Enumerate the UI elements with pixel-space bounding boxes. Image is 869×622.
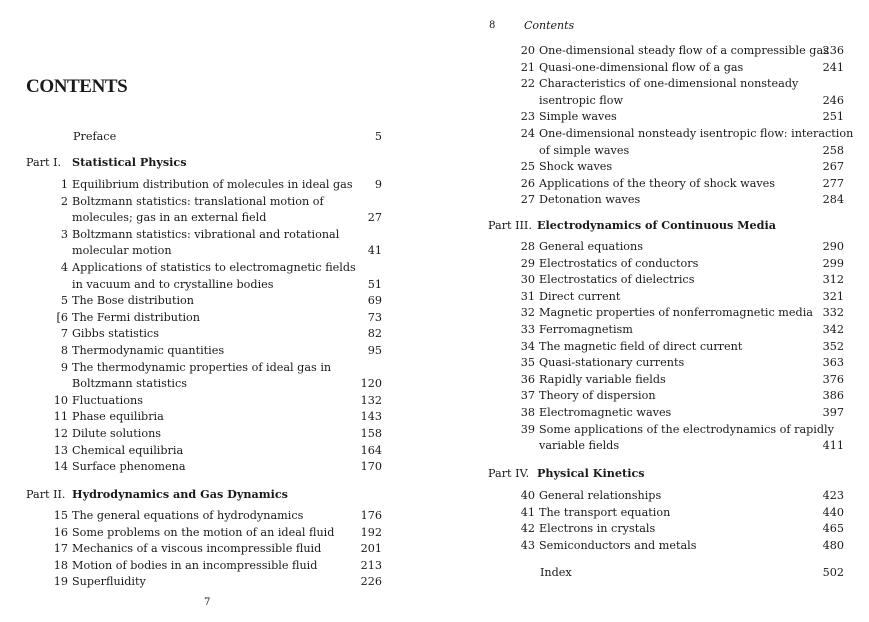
chapter-page: 9 — [374, 178, 382, 191]
chapter-number: 31 — [520, 289, 535, 303]
chapter-title: variable fields — [539, 439, 620, 453]
chapter-number: 4 — [60, 261, 68, 274]
chapter-page: 176 — [360, 509, 382, 522]
chapter-title: Electromagnetic waves — [539, 406, 672, 419]
part-title: Statistical Physics — [72, 155, 187, 169]
chapter-title: Theory of dispersion — [539, 389, 656, 403]
chapter-number: 26 — [520, 176, 535, 190]
chapter-page: 192 — [360, 525, 382, 539]
chapter-title: The transport equation — [539, 505, 671, 519]
chapter-title: Ferromagnetism — [539, 323, 633, 336]
chapter-number: 40 — [520, 489, 535, 502]
page-folio: 7 — [204, 597, 211, 608]
chapter-title: General relationships — [539, 489, 662, 502]
chapter-number: 16 — [53, 525, 68, 539]
chapter-title: The Fermi distribution — [72, 310, 200, 324]
chapter-page: 440 — [822, 505, 844, 519]
chapter-title: Rapidly variable fields — [539, 372, 666, 386]
chapter-title: Motion of bodies in an incompressible fluid — [72, 558, 318, 572]
part-label: Part II. — [26, 488, 66, 501]
chapter-number: 7 — [60, 327, 68, 341]
part-label: Part IV. — [488, 467, 530, 480]
chapter-page: 284 — [822, 193, 844, 207]
chapter-page: 95 — [367, 344, 382, 357]
chapter-number: 14 — [53, 460, 68, 474]
left-page — [0, 0, 434, 622]
chapter-title: Semiconductors and metals — [539, 538, 697, 552]
chapter-number: 17 — [53, 542, 68, 556]
chapter-title: Dilute solutions — [72, 427, 162, 440]
chapter-page: 267 — [822, 160, 844, 174]
chapter-page: 213 — [360, 558, 382, 572]
chapter-number: 39 — [520, 422, 535, 436]
chapter-number: 13 — [53, 443, 68, 457]
chapter-page: 69 — [367, 294, 382, 308]
chapter-page: 277 — [822, 176, 844, 190]
chapter-page: 120 — [360, 377, 382, 391]
chapter-page: 241 — [822, 60, 844, 74]
chapter-number: 35 — [520, 356, 535, 370]
page-folio: 8 — [489, 20, 496, 31]
chapter-page: 27 — [367, 211, 382, 225]
chapter-title: Electrostatics of conductors — [539, 256, 699, 270]
chapter-page: 143 — [360, 410, 382, 424]
chapter-page: 41 — [367, 244, 382, 258]
chapter-title: in vacuum and to crystalline bodies — [72, 277, 274, 291]
chapter-page: 411 — [822, 439, 844, 453]
chapter-title: Magnetic properties of nonferromagnetic media — [539, 306, 813, 320]
chapter-number: 23 — [520, 110, 535, 124]
chapter-page: 342 — [822, 323, 844, 336]
chapter-number: 38 — [520, 406, 535, 419]
chapter-title: Some problems on the motion of an ideal fluid — [72, 525, 335, 539]
chapter-page: 397 — [822, 406, 844, 419]
chapter-number: 3 — [60, 227, 68, 241]
part-title: Physical Kinetics — [537, 466, 645, 480]
chapter-title: molecules; gas in an external field — [72, 211, 267, 225]
chapter-page: 423 — [822, 489, 844, 502]
chapter-page: 299 — [822, 256, 844, 270]
chapter-number: 15 — [53, 509, 68, 522]
chapter-title: Boltzmann statistics: translational motion of — [72, 194, 324, 208]
chapter-page: 73 — [367, 310, 382, 324]
index-title: Index — [540, 566, 572, 579]
chapter-page: 132 — [360, 393, 382, 407]
chapter-title: molecular motion — [72, 244, 172, 258]
chapter-page: 251 — [822, 110, 844, 124]
chapter-title: Surface phenomena — [72, 460, 186, 474]
chapter-number: 33 — [520, 323, 535, 336]
chapter-number: 43 — [520, 538, 535, 552]
chapter-page: 246 — [822, 93, 844, 107]
chapter-title: Phase equilibria — [72, 410, 164, 424]
chapter-title: Electrostatics of dielectrics — [539, 273, 695, 287]
chapter-page: 236 — [822, 44, 844, 57]
chapter-number: 24 — [520, 127, 535, 140]
running-head: Contents — [524, 19, 575, 32]
chapter-title: Superfluidity — [72, 575, 146, 589]
part-label: Part III. — [488, 219, 532, 232]
chapter-number: 42 — [520, 522, 535, 536]
chapter-title: Boltzmann statistics — [72, 377, 187, 391]
chapter-title: Shock waves — [539, 160, 613, 174]
chapter-page: 465 — [822, 522, 844, 536]
chapter-title: Boltzmann statistics: vibrational and rotational — [72, 227, 340, 241]
chapter-page: 312 — [822, 273, 844, 287]
chapter-number: 20 — [520, 44, 535, 57]
chapter-number: 21 — [520, 60, 535, 74]
chapter-title: One-dimensional steady flow of a compressible gas — [539, 44, 829, 57]
chapter-title: One-dimensional nonsteady isentropic flow: interaction — [539, 127, 854, 140]
chapter-title: The Bose distribution — [72, 294, 195, 308]
chapter-page: 164 — [360, 443, 382, 457]
chapter-number: 11 — [53, 410, 68, 424]
chapter-page: 332 — [822, 306, 844, 320]
chapter-number: 32 — [520, 306, 535, 320]
index-page: 502 — [822, 566, 844, 579]
preface-title: Preface — [73, 130, 117, 143]
chapter-title: Electrons in crystals — [539, 522, 656, 536]
chapter-number: 5 — [60, 294, 68, 308]
chapter-page: 376 — [822, 372, 844, 386]
chapter-page: 321 — [822, 289, 844, 303]
chapter-title: Thermodynamic quantities — [72, 344, 225, 357]
right-page — [434, 0, 869, 622]
chapter-number: 29 — [520, 256, 535, 270]
chapter-title: Gibbs statistics — [72, 327, 159, 341]
chapter-number: 12 — [53, 427, 68, 440]
chapter-page: 290 — [822, 240, 844, 253]
preface-page: 5 — [374, 130, 382, 143]
chapter-page: 82 — [367, 327, 382, 341]
chapter-title: isentropic flow — [539, 93, 624, 107]
chapter-title: Characteristics of one-dimensional nonsteady — [539, 77, 799, 91]
chapter-number: 27 — [520, 193, 535, 207]
chapter-page: 258 — [822, 143, 844, 157]
chapter-number: 36 — [520, 372, 535, 386]
chapter-title: Quasi-one-dimensional flow of a gas — [539, 60, 744, 74]
part-title: Hydrodynamics and Gas Dynamics — [72, 487, 288, 501]
chapter-title: Chemical equilibria — [72, 443, 184, 457]
chapter-title: Applications of the theory of shock waves — [539, 176, 776, 190]
chapter-title: Fluctuations — [72, 393, 143, 407]
chapter-title: The thermodynamic properties of ideal gas in — [72, 360, 332, 374]
chapter-number: 22 — [520, 77, 535, 91]
chapter-number: 28 — [520, 240, 535, 253]
chapter-number: 9 — [60, 360, 68, 374]
chapter-number: 10 — [53, 393, 68, 407]
chapter-title: Quasi-stationary currents — [539, 356, 685, 370]
chapter-page: 363 — [822, 356, 844, 370]
chapter-number: 34 — [520, 339, 535, 353]
contents-title: CONTENTS — [26, 76, 128, 97]
chapter-number: [6 — [56, 310, 68, 324]
chapter-title: Simple waves — [539, 110, 617, 124]
chapter-page: 170 — [360, 460, 382, 474]
chapter-page: 158 — [360, 427, 382, 440]
chapter-number: 1 — [60, 178, 68, 191]
chapter-title: The magnetic field of direct current — [539, 339, 743, 353]
chapter-number: 25 — [520, 160, 535, 174]
chapter-page: 386 — [822, 389, 844, 403]
chapter-number: 41 — [520, 505, 535, 519]
chapter-number: 18 — [53, 558, 68, 572]
chapter-title: General equations — [539, 240, 643, 253]
chapter-number: 37 — [520, 389, 535, 403]
chapter-title: Equilibrium distribution of molecules in ideal gas — [72, 178, 353, 191]
chapter-page: 480 — [822, 538, 844, 552]
chapter-title: of simple waves — [539, 143, 630, 157]
chapter-title: Applications of statistics to electromagnetic fields — [72, 261, 356, 274]
chapter-page: 226 — [360, 575, 382, 589]
part-title: Electrodynamics of Continuous Media — [537, 218, 776, 232]
chapter-number: 30 — [520, 273, 535, 287]
chapter-number: 19 — [53, 575, 68, 589]
chapter-number: 8 — [60, 344, 68, 357]
chapter-number: 2 — [60, 194, 68, 208]
chapter-page: 352 — [822, 339, 844, 353]
chapter-title: The general equations of hydrodynamics — [72, 509, 304, 522]
chapter-page: 201 — [360, 542, 382, 556]
chapter-title: Some applications of the electrodynamics of rapidly — [539, 422, 834, 436]
chapter-title: Detonation waves — [539, 193, 641, 207]
chapter-title: Mechanics of a viscous incompressible fluid — [72, 542, 322, 556]
chapter-page: 51 — [367, 277, 382, 291]
part-label: Part I. — [26, 156, 62, 169]
chapter-title: Direct current — [539, 289, 621, 303]
